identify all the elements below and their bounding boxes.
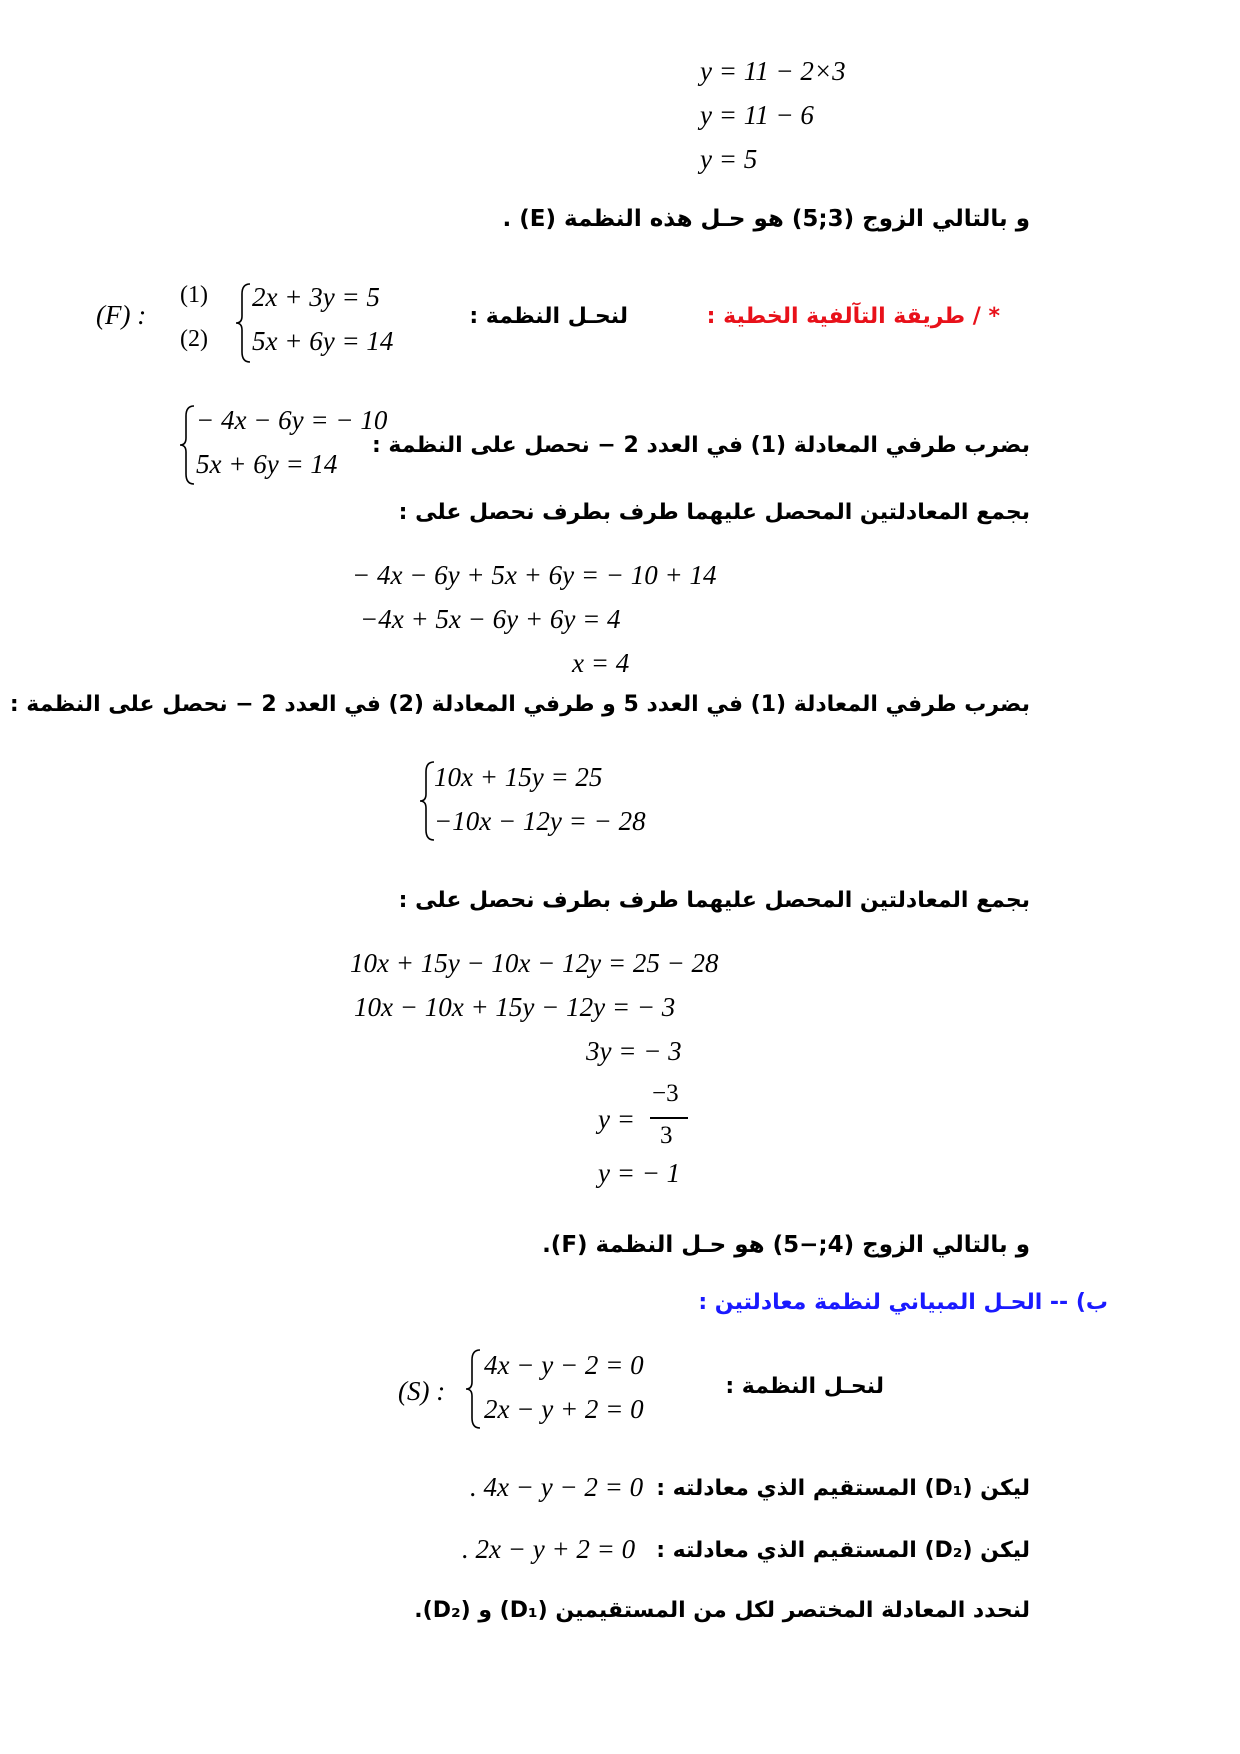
d2-equation: . 2x − y + 2 = 0: [462, 1534, 636, 1564]
step2-eq1: 10x + 15y = 25: [434, 762, 603, 792]
add2-frac-bar: [650, 1117, 688, 1119]
d1-text: ليكن (D₁) المستقيم الذي معادلته :: [656, 1476, 1030, 1501]
system-f-eq1: 2x + 3y = 5: [252, 282, 380, 312]
system-f-eq2: 5x + 6y = 14: [252, 326, 394, 356]
step1-brace: [178, 404, 196, 486]
top-solution-line1: y = 11 − 2×3: [700, 56, 846, 86]
add2-frac-lhs: y =: [598, 1104, 635, 1134]
system-f-eq1-num: (1): [180, 282, 208, 308]
reduced-equation-text: لنحدد المعادلة المختصر لكل من المستقيمين (D₁) و (D₂).: [414, 1598, 1030, 1623]
top-solution-line3: y = 5: [700, 144, 758, 174]
add1-line2: −4x + 5x − 6y + 6y = 4: [360, 604, 621, 634]
step1-eq2: 5x + 6y = 14: [196, 449, 338, 479]
add1-text: بجمع المعادلتين المحصل عليهما طرف بطرف نحصل على :: [398, 500, 1030, 525]
add2-text: بجمع المعادلتين المحصل عليهما طرف بطرف نحصل على :: [398, 888, 1030, 913]
conclusion-e: و بالتالي الزوج (3;5) هو حـل هذه النظمة (E) .: [502, 206, 1030, 232]
system-s-brace: [464, 1348, 482, 1430]
system-f-label: (F) :: [96, 300, 147, 330]
section-b-heading: ب) -- الحـل المبياني لنظمة معادلتين :: [698, 1290, 1108, 1315]
add1-line3: x = 4: [572, 648, 630, 678]
d2-text: ليكن (D₂) المستقيم الذي معادلته :: [656, 1538, 1030, 1563]
step1-eq1: − 4x − 6y = − 10: [196, 405, 388, 435]
step2-text: بضرب طرفي المعادلة (1) في العدد 5 و طرفي المعادلة (2) في العدد 2 − نحصل على النظمة :: [9, 692, 1030, 717]
step2-eq2: −10x − 12y = − 28: [434, 806, 646, 836]
add2-frac-num: −3: [652, 1080, 679, 1107]
add1-line1: − 4x − 6y + 5x + 6y = − 10 + 14: [352, 560, 717, 590]
system-s-label: (S) :: [398, 1376, 446, 1406]
add2-line3: 3y = − 3: [586, 1036, 682, 1066]
conclusion-f: و بالتالي الزوج (4;−5) هو حـل النظمة (F).: [542, 1232, 1030, 1258]
system-f-brace: [234, 282, 252, 364]
system-s-eq2: 2x − y + 2 = 0: [484, 1394, 644, 1424]
add2-line2: 10x − 10x + 15y − 12y = − 3: [354, 992, 676, 1022]
step1-text: بضرب طرفي المعادلة (1) في العدد 2 − نحصل على النظمة :: [371, 433, 1030, 458]
method-heading: * / طريقة التآلفية الخطية :: [706, 304, 1000, 329]
system-f-eq2-num: (2): [180, 326, 208, 352]
add2-line1: 10x + 15y − 10x − 12y = 25 − 28: [350, 948, 719, 978]
top-solution-line2: y = 11 − 6: [700, 100, 814, 130]
add2-frac-den: 3: [660, 1122, 673, 1149]
system-s-intro: لنحـل النظمة :: [725, 1374, 884, 1399]
system-s-eq1: 4x − y − 2 = 0: [484, 1350, 644, 1380]
d1-equation: . 4x − y − 2 = 0: [470, 1472, 644, 1502]
add2-line5: y = − 1: [598, 1158, 681, 1188]
system-f-intro: لنحـل النظمة :: [469, 304, 628, 329]
